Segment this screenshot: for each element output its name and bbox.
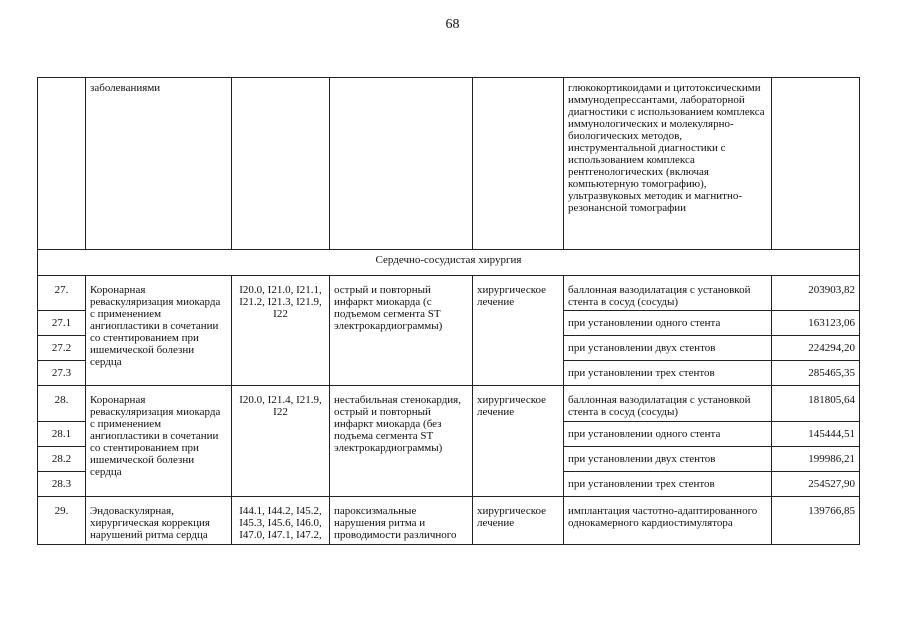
cell-price: 139766,85 [772, 497, 860, 545]
cell-num [38, 78, 86, 250]
cell-method: глюкокортикоидами и цитотоксическими иммунодепрессантами, лабораторной диагностики с использованием комплекса иммунологических и молекулярно-биологических методов, инструментальной диагностики с использованием комплекса рентгенологических (включая компьютерную томографию), ультразвуковых методик и магнитно-резонансной томографии [564, 78, 772, 250]
cell-codes: I20.0, I21.0, I21.1, I21.2, I21.3, I21.9, I22 [232, 276, 330, 386]
row-number: 29. [38, 497, 86, 545]
cell-model: нестабильная стенокардия, острый и повторный инфаркт миокарда (без подъема сегмента ST электрокардиограммы) [330, 386, 473, 497]
cell-price: 199986,21 [772, 447, 860, 472]
table-row [38, 276, 860, 311]
cell-price: 181805,64 [772, 386, 860, 422]
cell-price: 145444,51 [772, 422, 860, 447]
cell-codes: I20.0, I21.4, I21.9, I22 [232, 386, 330, 497]
section-title: Сердечно-сосудистая хирургия [38, 250, 860, 276]
cell-method: баллонная вазодилатация с установкой стента в сосуд (сосуды) [564, 276, 772, 311]
cell-treatment: хирургическое лечение [473, 276, 564, 386]
cell-price [772, 78, 860, 250]
cell-method: при установлении трех стентов [564, 472, 772, 497]
cell-price: 224294,20 [772, 336, 860, 361]
cell-method: имплантация частотно-адаптированного однокамерного кардиостимулятора [564, 497, 772, 545]
cell-price: 203903,82 [772, 276, 860, 311]
cell-price: 254527,90 [772, 472, 860, 497]
cell-method: при установлении одного стента [564, 422, 772, 447]
continuation-row [38, 78, 860, 250]
cell-model: пароксизмальные нарушения ритма и проводимости различного [330, 497, 473, 545]
cell-name: Коронарная реваскуляризация миокарда с применением ангиопластики в сочетании со стентированием при ишемической болезни сердца [86, 276, 232, 386]
cell-method: при установлении двух стентов [564, 447, 772, 472]
cell-treatment: хирургическое лечение [473, 497, 564, 545]
cell-method: при установлении одного стента [564, 311, 772, 336]
row-number: 27.3 [38, 361, 86, 386]
cell-name: Эндоваскулярная, хирургическая коррекция нарушений ритма сердца [86, 497, 232, 545]
cell-model: острый и повторный инфаркт миокарда (с подъемом сегмента ST электрокардиограммы) [330, 276, 473, 386]
section-row [38, 250, 860, 276]
cell-model [330, 78, 473, 250]
cell-treatment: хирургическое лечение [473, 386, 564, 497]
cell-method: при установлении трех стентов [564, 361, 772, 386]
row-number: 28.3 [38, 472, 86, 497]
cell-codes: I44.1, I44.2, I45.2, I45.3, I45.6, I46.0, I47.0, I47.1, I47.2, [232, 497, 330, 545]
medical-care-table [37, 77, 860, 545]
row-number: 28.1 [38, 422, 86, 447]
cell-price: 163123,06 [772, 311, 860, 336]
row-number: 27.2 [38, 336, 86, 361]
row-number: 28.2 [38, 447, 86, 472]
row-number: 28. [38, 386, 86, 422]
cell-method: при установлении двух стентов [564, 336, 772, 361]
row-number: 27. [38, 276, 86, 311]
cell-treatment [473, 78, 564, 250]
cell-method: баллонная вазодилатация с установкой стента в сосуд (сосуды) [564, 386, 772, 422]
cell-codes [232, 78, 330, 250]
table-row [38, 386, 860, 422]
cell-name: заболеваниями [86, 78, 232, 250]
cell-name: Коронарная реваскуляризация миокарда с применением ангиопластики в сочетании со стентированием при ишемической болезни сердца [86, 386, 232, 497]
table-row [38, 497, 860, 545]
cell-price: 285465,35 [772, 361, 860, 386]
page-number: 68 [445, 17, 460, 32]
row-number: 27.1 [38, 311, 86, 336]
